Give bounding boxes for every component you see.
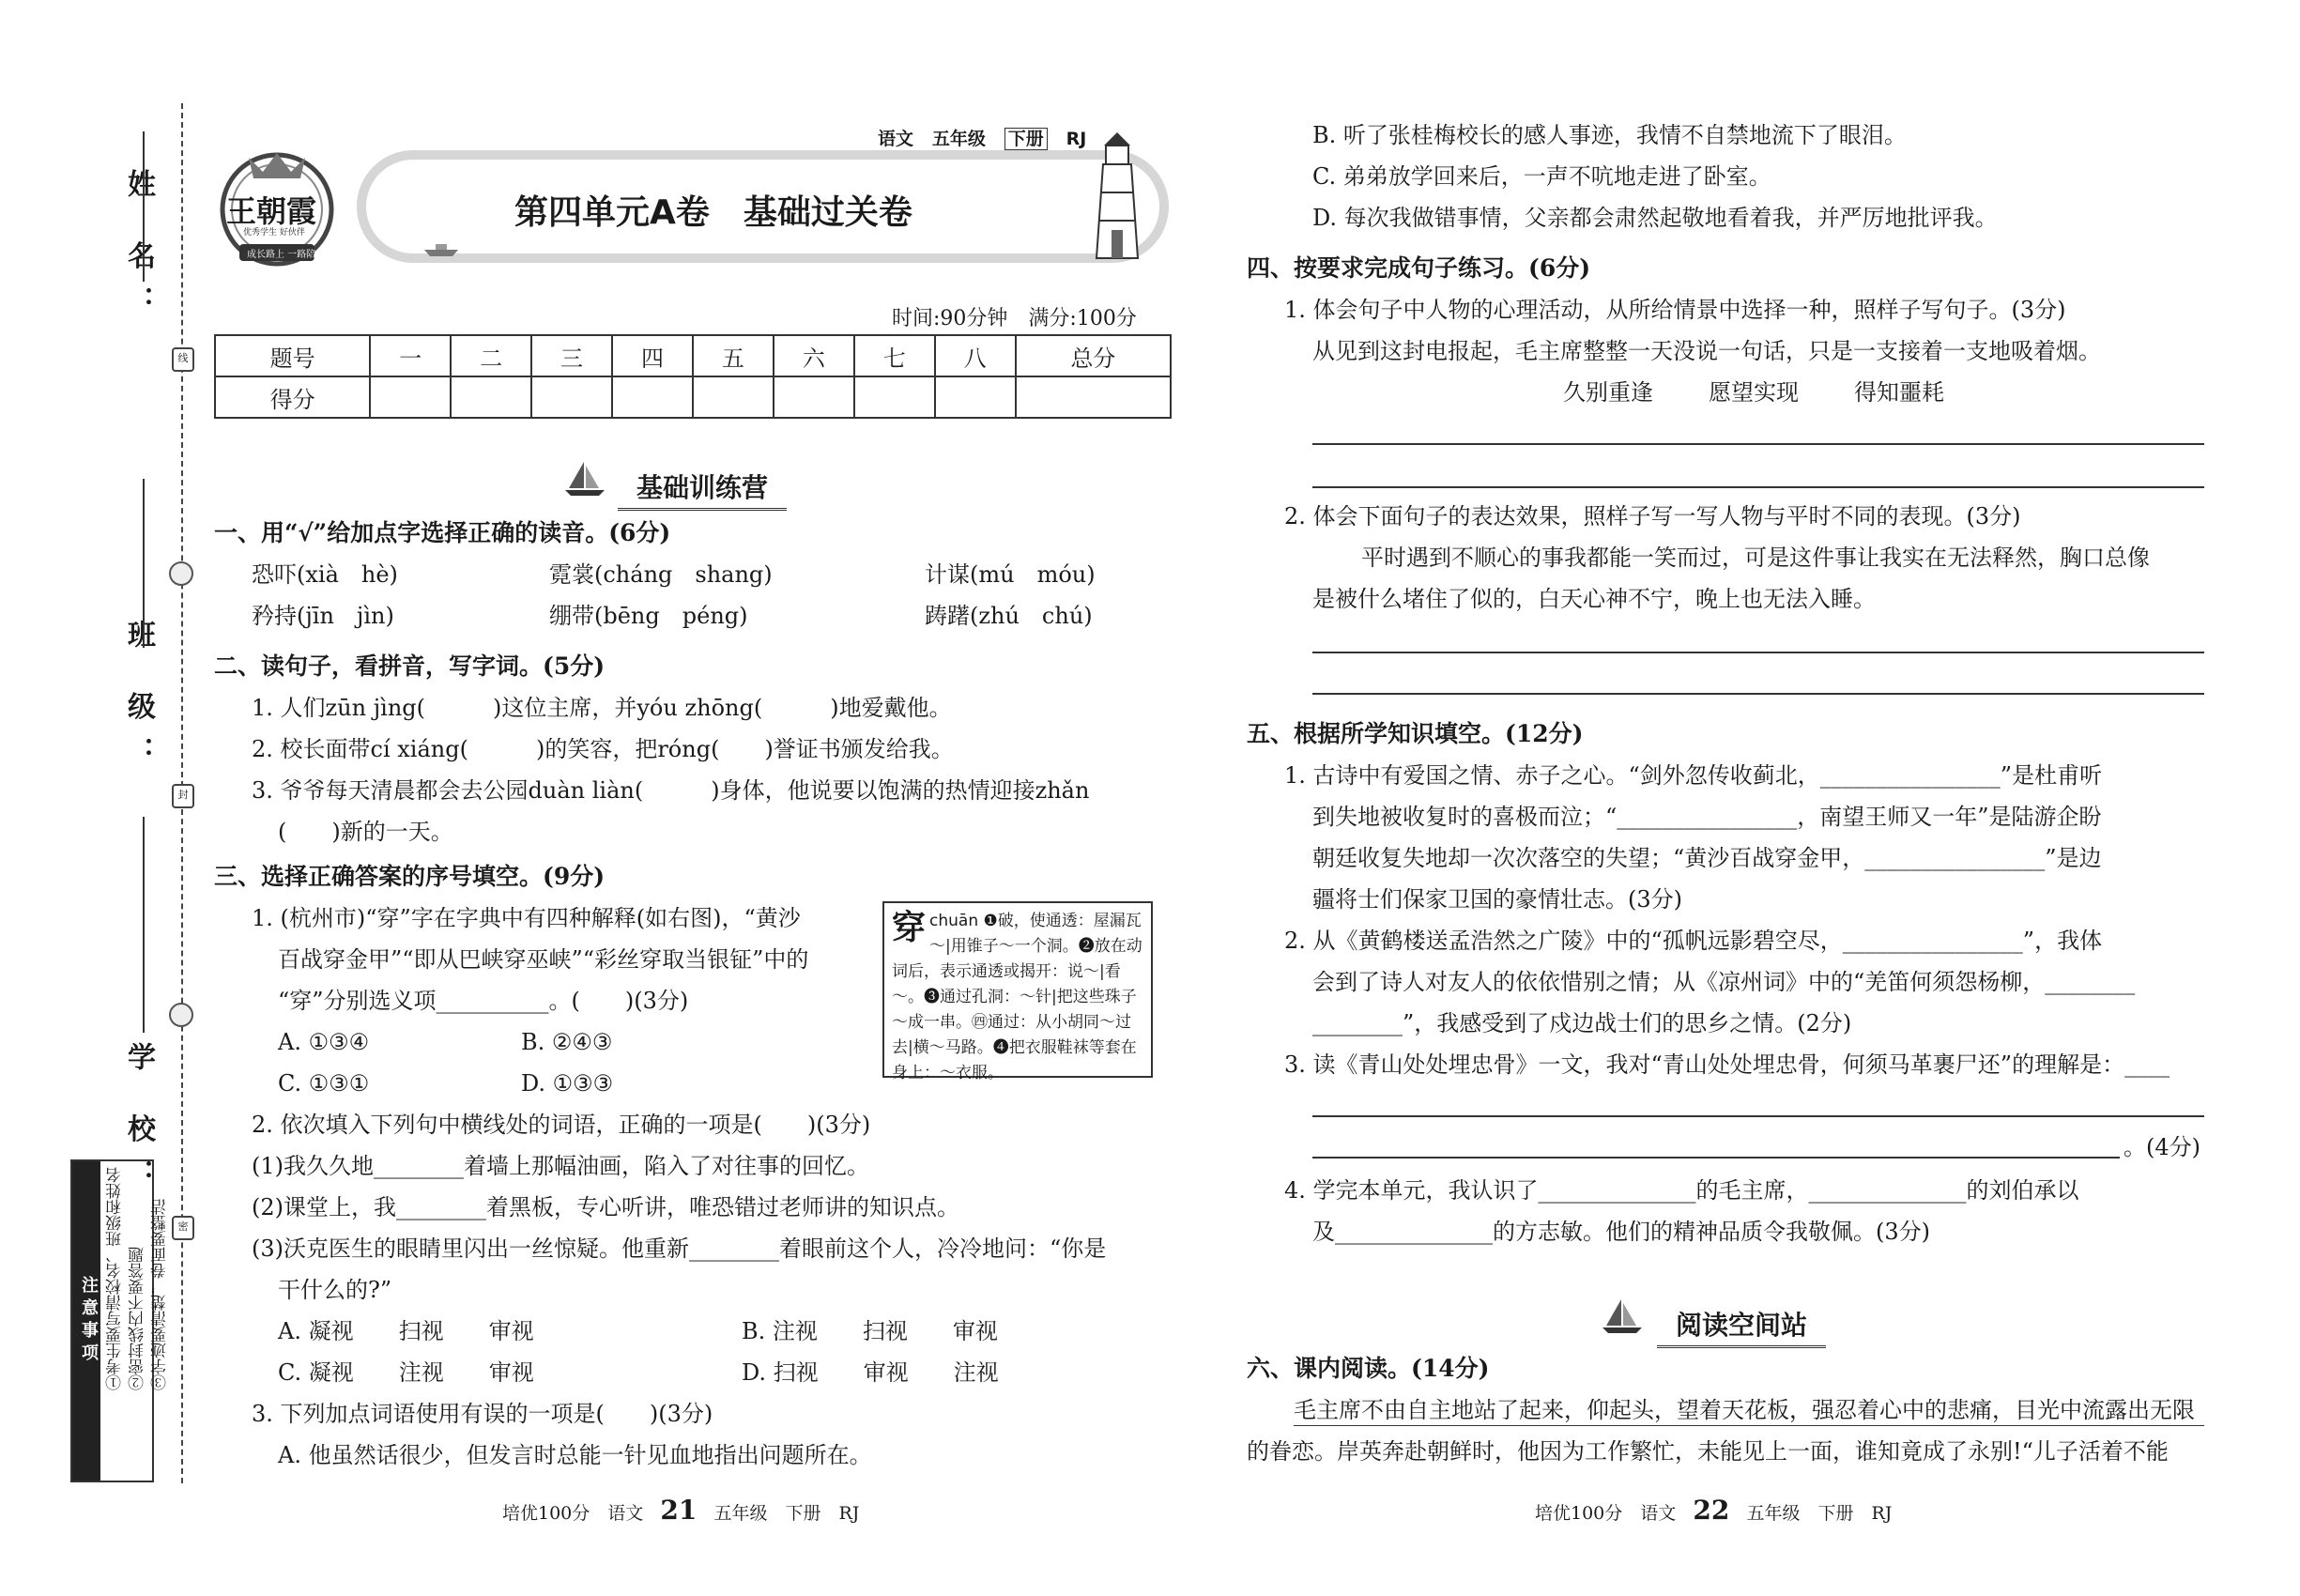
q3-2-sentence: (1)我久久地________着墙上那幅油画，陷入了对往事的回忆。 [252, 1153, 869, 1179]
q2-line[interactable]: 2. 校长面带cí xiáng( )的笑容，把róng( )誉证书颁发给我。 [252, 736, 954, 762]
name-line[interactable] [143, 131, 145, 282]
ship-icon [422, 242, 460, 261]
q3-2-sentence: 干什么的?” [278, 1277, 392, 1303]
q4-1-option[interactable]: 得知噩耗 [1854, 379, 1944, 406]
q3-1-option[interactable]: C. ①③① [278, 1070, 370, 1097]
class-line[interactable] [143, 479, 145, 648]
q3-1-option[interactable]: A. ①③④ [278, 1029, 370, 1055]
score-input[interactable] [370, 376, 451, 418]
q5-1-line[interactable]: 朝廷收复失地却一次次落空的失望；“黄沙百战穿金甲，________________”是边 [1312, 845, 2102, 871]
q5-4-line[interactable]: 及______________的方志敏。他们的精神品质令我敬佩。(3分) [1312, 1219, 1930, 1245]
q3-1-option[interactable]: D. ①③③ [521, 1070, 614, 1097]
footer-text: 五年级 下册 RJ [713, 1503, 860, 1524]
q5-1-line[interactable]: 1. 古诗中有爱国之情、赤子之心。“剑外忽传收蓟北，________________”是杜甫听 [1284, 762, 2103, 789]
cut-mark-secret: 密 [172, 1216, 194, 1240]
q5-2-line[interactable]: 2. 从《黄鹤楼送孟浩然之广陵》中的“孤帆远影碧空尽，________________”，我体 [1284, 928, 2103, 954]
q3-title: 三、选择正确答案的序号填空。(9分) [214, 863, 606, 890]
class-label: 班 级： [122, 620, 155, 782]
dict-headword: 穿 [892, 908, 927, 947]
q1-item[interactable]: 踌躇(zhú chú) [925, 603, 1093, 629]
section-title-reading [1676, 1305, 1807, 1343]
q1-item[interactable]: 霓裳(cháng shang) [549, 561, 773, 588]
q3-2-title[interactable]: 2. 依次填入下列句中横线处的词语，正确的一项是( )(3分) [252, 1112, 871, 1138]
answer-line[interactable] [1312, 443, 2204, 445]
meta-volume: 下册 [1004, 128, 1048, 150]
page-title: 第四单元A卷 基础过关卷 [514, 193, 912, 232]
score-cell: 题号 [215, 335, 370, 376]
q3-3-option[interactable]: B. 听了张桂梅校长的感人事迹，我情不自禁地流下了眼泪。 [1312, 122, 1907, 148]
meta-edition: RJ [1066, 129, 1087, 149]
q3-1-option[interactable]: B. ②④③ [521, 1029, 613, 1055]
q5-1-line[interactable]: 到失地被收复时的喜极而泣；“________________，南望王师又一年”是陆游企盼 [1312, 804, 2102, 830]
q3-1-line: 百战穿金甲”“即从巴峡穿巫峡”“彩丝穿取当银钲”中的 [278, 946, 809, 973]
school-line[interactable] [143, 817, 145, 1033]
notice-items [104, 1167, 172, 1390]
meta-grade: 五年级 [931, 129, 986, 149]
q4-1-option[interactable]: 久别重逢 [1563, 379, 1653, 406]
answer-line[interactable] [1312, 1157, 2120, 1159]
score-input[interactable] [854, 376, 935, 418]
notice-item: ②密封线内不要答题 [129, 1247, 147, 1390]
left-footer [502, 1495, 859, 1526]
section-title-text: 阅读空间站 [1676, 1310, 1808, 1341]
score-cell: 一 [370, 335, 451, 376]
answer-line[interactable] [1312, 486, 2204, 488]
brand-logo [211, 139, 343, 270]
score-cell: 七 [854, 335, 935, 376]
notice-item: ③字迹要清楚，卷面要整洁 [151, 1199, 170, 1390]
q6-passage: 毛主席不由自主地站了起来，仰起头，望着天花板，强忍着心中的悲痛，目光中流露出无限 [1294, 1397, 2195, 1423]
q5-2-line[interactable]: 会到了诗人对友人的依依惜别之情；从《凉州词》中的“羌笛何须怨杨柳，________ [1312, 969, 2136, 995]
q5-1-line: 疆将士们保家卫国的豪情壮志。(3分) [1312, 886, 1682, 913]
footer-text: 培优100分 语文 [1535, 1503, 1677, 1524]
score-cell: 四 [612, 335, 693, 376]
q3-3-option[interactable]: C. 弟弟放学回来后，一声不吭地走进了卧室。 [1312, 163, 1771, 190]
score-input[interactable] [774, 376, 854, 418]
q3-1-line[interactable]: “穿”分别选义项__________。( )(3分) [278, 988, 689, 1014]
q5-4-line[interactable]: 4. 学完本单元，我认识了______________的毛主席，______________的刘伯承以 [1284, 1177, 2079, 1204]
school-label: 学 校： [122, 1042, 155, 1205]
q3-2-option[interactable]: D. 扫视 审视 注视 [742, 1359, 999, 1386]
q2-line[interactable]: 1. 人们zūn jìng( )这位主席，并yóu zhōng( )地爱戴他。 [252, 695, 952, 721]
brand-name: 王朝霞 [226, 193, 317, 229]
footer-text: 培优100分 语文 [502, 1503, 644, 1524]
lighthouse-icon [1080, 127, 1155, 271]
score-table-score-row [215, 376, 1171, 418]
q3-2-option[interactable]: B. 注视 扫视 审视 [742, 1318, 998, 1344]
score-input[interactable] [451, 376, 531, 418]
binding-hole-top [169, 561, 193, 586]
score-cell: 五 [693, 335, 774, 376]
score-input[interactable] [693, 376, 774, 418]
name-label: 姓 名： [122, 169, 155, 331]
brand-tag: 优秀学生 好伙伴 [243, 228, 305, 238]
meta-subject: 语文 [878, 129, 914, 149]
binding-hole-bottom [169, 1003, 193, 1027]
q6-title: 六、课内阅读。(14分) [1247, 1355, 1490, 1382]
score-cell: 二 [451, 335, 531, 376]
section-title-basic [636, 468, 768, 505]
q2-line[interactable]: ( )新的一天。 [278, 819, 453, 845]
header-meta [878, 125, 1086, 150]
score-input[interactable] [1016, 376, 1171, 418]
q1-item[interactable]: 恐吓(xià hè) [252, 561, 398, 588]
sail-icon [565, 460, 605, 501]
cut-mark-seal: 封 [172, 784, 194, 808]
q3-3-option[interactable]: A. 他虽然话很少，但发言时总能一针见血地指出问题所在。 [278, 1442, 872, 1468]
answer-line[interactable] [1312, 693, 2204, 695]
page-number: 21 [660, 1495, 698, 1526]
answer-line[interactable] [1312, 1115, 2204, 1117]
q3-2-sentence: (3)沃克医生的眼睛里闪出一丝惊疑。他重新________着眼前这个人，冷冷地问：“你是 [252, 1235, 1107, 1262]
score-row-label: 得分 [215, 376, 370, 418]
time-info: 时间:90分钟 满分:100分 [892, 307, 1137, 330]
page-number: 22 [1693, 1495, 1730, 1526]
q1-item[interactable]: 绷带(bēng péng) [549, 603, 748, 629]
notice-title: 注意事项 [72, 1161, 100, 1481]
section-title-text: 基础训练营 [636, 472, 769, 503]
score-input[interactable] [612, 376, 693, 418]
q1-item[interactable]: 矜持(jīn jìn) [252, 603, 394, 629]
notice-item: ①考生要写清校名、班级和姓名 [106, 1167, 125, 1390]
q4-1-prompt: 1. 体会句子中人物的心理活动，从所给情景中选择一种，照样子写句子。(3分) [1284, 297, 2066, 323]
q3-2-option[interactable]: A. 凝视 扫视 审视 [278, 1318, 534, 1344]
score-table-header-row [215, 335, 1171, 376]
score-cell: 六 [774, 335, 854, 376]
q3-2-option[interactable]: C. 凝视 注视 审视 [278, 1359, 534, 1386]
q2-line[interactable]: 3. 爷爷每天清晨都会去公园duàn liàn( )身体，他说要以饱满的热情迎接zhǎn [252, 777, 1090, 804]
right-footer [1535, 1495, 1892, 1526]
q6-passage: 的眷恋。岸英奔赴朝鲜时，他因为工作繁忙，未能见上一面，谁知竟成了永别!“儿子活着不能 [1247, 1438, 2169, 1465]
q1-item[interactable]: 计谋(mú móu) [925, 561, 1096, 588]
score-cell: 八 [935, 335, 1016, 376]
q4-2-prompt: 2. 体会下面句子的表达效果，照样子写一写人物与平时不同的表现。(3分) [1284, 503, 2021, 529]
q5-3-score: 。(4分) [2124, 1134, 2200, 1160]
q3-3-option[interactable]: D. 每次我做错事情，父亲都会肃然起敬地看着我，并严厉地批评我。 [1312, 205, 1998, 231]
q5-3-line[interactable]: 3. 读《青山处处埋忠骨》一文，我对“青山处处埋忠骨，何须马革裹尸还”的理解是：____ [1284, 1051, 2170, 1078]
dict-definitions: ❶破，使通透：屋漏瓦～|用锥子～一个洞。❷放在动词后，表示通透或揭开：说～|看～。❸通过孔洞：～针|把这些珠子～成一串。㊃通过：从小胡同～过去|横～马路。❹把衣服鞋袜等套在身上：～衣服。 [892, 912, 1142, 1082]
dictionary-box [882, 901, 1153, 1082]
q4-1-example: 从见到这封电报起，毛主席整整一天没说一句话，只是一支接着一支地吸着烟。 [1312, 338, 2101, 364]
q2-title: 二、读句子，看拼音，写字词。(5分) [214, 652, 606, 680]
q4-2-example: 是被什么堵住了似的，白天心神不宁，晚上也无法入睡。 [1312, 586, 1876, 612]
sail-icon [1602, 1297, 1642, 1339]
q3-1-line: 1. (杭州市)“穿”字在字典中有四种解释(如右图)，“黄沙 [252, 905, 801, 931]
q4-title: 四、按要求完成句子练习。(6分) [1247, 254, 1591, 282]
brand-sub: 成长路上 一路陪伴 [247, 250, 326, 260]
passage-underline [1294, 1425, 2204, 1426]
score-input[interactable] [531, 376, 612, 418]
score-input[interactable] [935, 376, 1016, 418]
q3-2-sentence: (2)课堂上，我________着黑板，专心听讲，唯恐错过老师讲的知识点。 [252, 1194, 959, 1220]
score-table [214, 334, 1172, 419]
q1-title: 一、用“√”给加点字选择正确的读音。(6分) [214, 519, 671, 546]
q5-2-line[interactable]: ________”，我感受到了戍边战士们的思乡之情。(2分) [1312, 1010, 1852, 1036]
notice-box [70, 1159, 170, 1482]
dict-pinyin: chuān [929, 912, 979, 930]
cut-mark-line: 线 [172, 347, 194, 372]
answer-line[interactable] [1312, 652, 2204, 653]
score-cell: 总分 [1016, 335, 1171, 376]
score-cell: 三 [531, 335, 612, 376]
q5-title: 五、根据所学知识填空。(12分) [1247, 720, 1584, 747]
q4-2-example: 平时遇到不顺心的事我都能一笑而过，可是这件事让我实在无法释然，胸口总像 [1361, 545, 2150, 571]
q3-3-title[interactable]: 3. 下列加点词语使用有误的一项是( )(3分) [252, 1401, 713, 1427]
footer-text: 五年级 下册 RJ [1746, 1503, 1893, 1524]
q4-1-option[interactable]: 愿望实现 [1709, 379, 1799, 406]
